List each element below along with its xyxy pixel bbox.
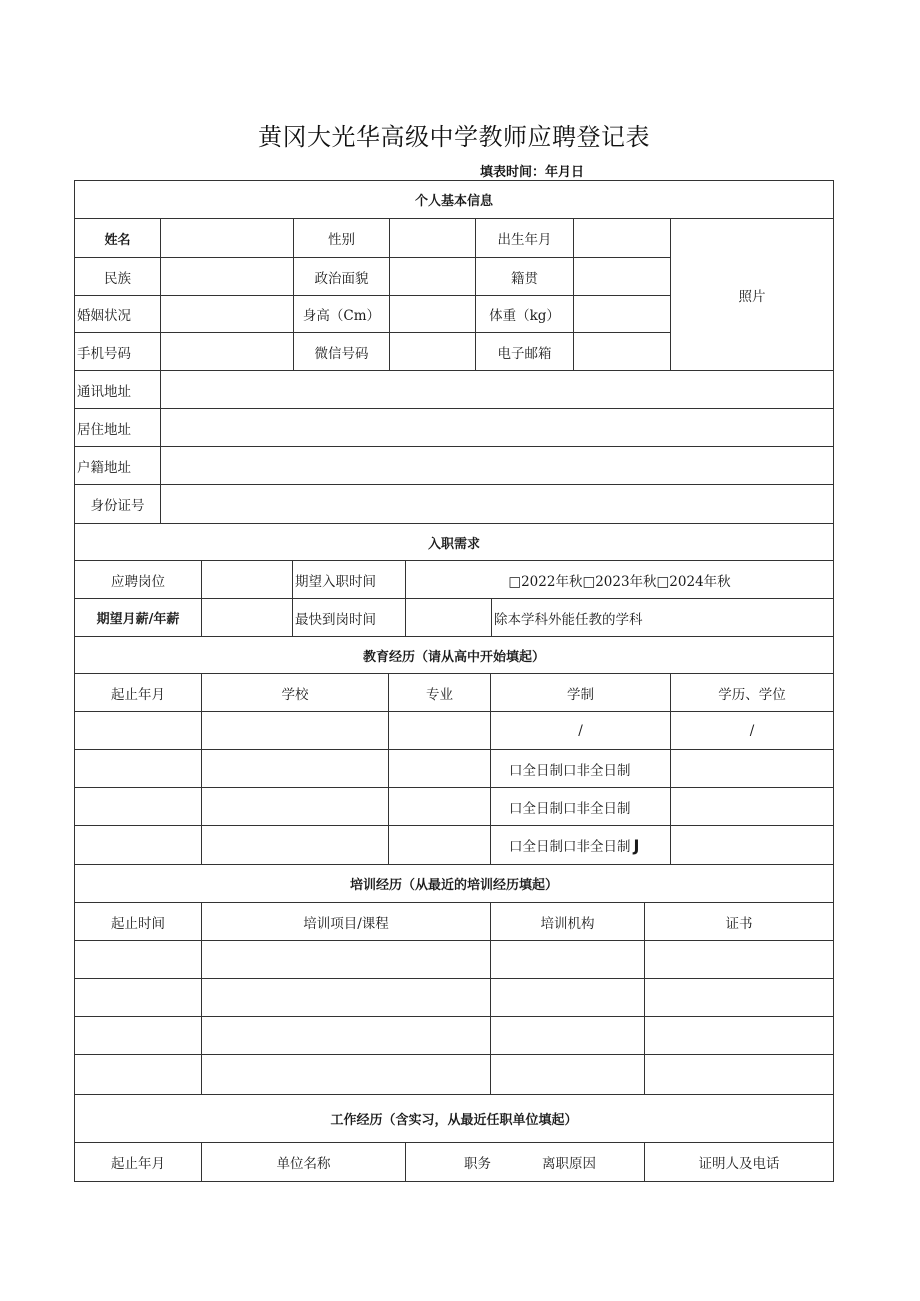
edu-school-cell[interactable] <box>202 826 389 865</box>
label-earliest-time: 最快到岗时间 <box>293 599 406 637</box>
application-form <box>74 180 834 1182</box>
label-contact-address: 通讯地址 <box>75 371 161 409</box>
position-field[interactable] <box>202 561 293 599</box>
label-phone: 手机号码 <box>75 333 161 371</box>
edu-degree-cell[interactable]: / <box>671 712 833 750</box>
marital-field[interactable] <box>161 296 294 333</box>
train-institution-cell[interactable] <box>491 1055 645 1095</box>
edu-major-cell[interactable] <box>389 788 491 826</box>
edu-degree-cell[interactable] <box>671 788 833 826</box>
edu-period-cell[interactable] <box>75 750 202 788</box>
page-title: 黄冈大光华高级中学教师应聘登记表 <box>258 123 650 151</box>
other-subjects-field[interactable]: 除本学科外能任教的学科 <box>492 599 833 637</box>
train-institution-cell[interactable] <box>491 941 645 979</box>
label-salary: 期望月薪/年薪 <box>75 599 202 637</box>
weight-field[interactable] <box>574 296 671 333</box>
train-certificate-cell[interactable] <box>645 941 833 979</box>
stray-mark: J <box>633 835 640 855</box>
label-marital: 婚姻状况 <box>75 296 161 333</box>
edu-school-cell[interactable] <box>202 750 389 788</box>
train-certificate-cell[interactable] <box>645 1017 833 1055</box>
label-political: 政治面貌 <box>294 258 390 296</box>
study-mode-text: 口全日制口非全日制 <box>509 839 631 855</box>
label-email: 电子邮箱 <box>476 333 574 371</box>
train-program-cell[interactable] <box>202 941 491 979</box>
label-expected-time: 期望入职时间 <box>293 561 406 599</box>
edu-major-cell[interactable] <box>389 712 491 750</box>
train-institution-cell[interactable] <box>491 1017 645 1055</box>
residence-address-field[interactable] <box>161 409 833 447</box>
train-period-cell[interactable] <box>75 941 202 979</box>
label-height: 身高（Cm） <box>294 296 390 333</box>
train-col-program: 培训项目/课程 <box>202 903 491 941</box>
section-job-heading: 入职需求 <box>75 524 833 561</box>
label-name: 姓名 <box>75 219 161 258</box>
edu-period-cell[interactable] <box>75 826 202 865</box>
label-birth: 出生年月 <box>476 219 574 258</box>
train-col-institution: 培训机构 <box>491 903 645 941</box>
train-certificate-cell[interactable] <box>645 979 833 1017</box>
label-gender: 性别 <box>294 219 390 258</box>
earliest-time-field[interactable] <box>406 599 492 637</box>
edu-study-mode-cell[interactable]: 口全日制口非全日制 <box>491 788 671 826</box>
train-certificate-cell[interactable] <box>645 1055 833 1095</box>
height-field[interactable] <box>390 296 476 333</box>
edu-col-school: 学校 <box>202 674 389 712</box>
id-number-field[interactable] <box>161 485 833 524</box>
edu-study-mode-cell[interactable]: 口全日制口非全日制 <box>491 750 671 788</box>
train-program-cell[interactable] <box>202 1017 491 1055</box>
label-native: 籍贯 <box>476 258 574 296</box>
label-weight: 体重（kg） <box>476 296 574 333</box>
label-household-address: 户籍地址 <box>75 447 161 485</box>
native-field[interactable] <box>574 258 671 296</box>
train-period-cell[interactable] <box>75 979 202 1017</box>
edu-col-system: 学制 <box>491 674 671 712</box>
train-program-cell[interactable] <box>202 979 491 1017</box>
birth-field[interactable] <box>574 219 671 258</box>
edu-period-cell[interactable] <box>75 712 202 750</box>
gender-field[interactable] <box>390 219 476 258</box>
edu-major-cell[interactable] <box>389 750 491 788</box>
expected-time-options[interactable]: □2022年秋□2023年秋□2024年秋 <box>406 561 833 599</box>
wechat-field[interactable] <box>390 333 476 371</box>
train-program-cell[interactable] <box>202 1055 491 1095</box>
section-personal-heading: 个人基本信息 <box>75 181 833 219</box>
work-col-period: 起止年月 <box>75 1143 202 1181</box>
label-residence-address: 居住地址 <box>75 409 161 447</box>
section-training-heading: 培训经历（从最近的培训经历填起） <box>75 865 833 903</box>
household-address-field[interactable] <box>161 447 833 485</box>
name-field[interactable] <box>161 219 294 258</box>
edu-period-cell[interactable] <box>75 788 202 826</box>
ethnic-field[interactable] <box>161 258 294 296</box>
train-col-certificate: 证书 <box>645 903 833 941</box>
work-col-company: 单位名称 <box>202 1143 406 1181</box>
edu-col-major: 专业 <box>389 674 491 712</box>
work-col-reference: 证明人及电话 <box>698 1156 780 1172</box>
train-period-cell[interactable] <box>75 1017 202 1055</box>
work-col-group <box>406 1143 645 1181</box>
contact-address-field[interactable] <box>161 371 833 409</box>
label-position: 应聘岗位 <box>75 561 202 599</box>
edu-school-cell[interactable] <box>202 788 389 826</box>
section-education-heading: 教育经历（请从高中开始填起） <box>75 637 833 674</box>
train-period-cell[interactable] <box>75 1055 202 1095</box>
edu-col-degree: 学历、学位 <box>671 674 833 712</box>
political-field[interactable] <box>390 258 476 296</box>
email-field[interactable] <box>574 333 671 371</box>
phone-field[interactable] <box>161 333 294 371</box>
edu-col-period: 起止年月 <box>75 674 202 712</box>
section-work-heading: 工作经历（含实习，从最近任职单位填起） <box>75 1095 833 1143</box>
edu-degree-cell[interactable] <box>671 826 833 865</box>
edu-study-mode-cell[interactable] <box>491 826 671 865</box>
fill-time-label: 填表时间：年月日 <box>480 165 585 180</box>
edu-degree-cell[interactable] <box>671 750 833 788</box>
label-wechat: 微信号码 <box>294 333 390 371</box>
edu-major-cell[interactable] <box>389 826 491 865</box>
work-col-reason: 离职原因 <box>542 1156 596 1172</box>
label-id-number: 身份证号 <box>75 485 161 524</box>
train-col-period: 起止时间 <box>75 903 202 941</box>
salary-field[interactable] <box>202 599 293 637</box>
edu-school-cell[interactable] <box>202 712 389 750</box>
edu-system-cell[interactable]: / <box>491 712 671 750</box>
label-ethnic: 民族 <box>75 258 161 296</box>
train-institution-cell[interactable] <box>491 979 645 1017</box>
work-col-title: 职务 <box>464 1156 491 1172</box>
photo-box[interactable]: 照片 <box>671 219 833 371</box>
